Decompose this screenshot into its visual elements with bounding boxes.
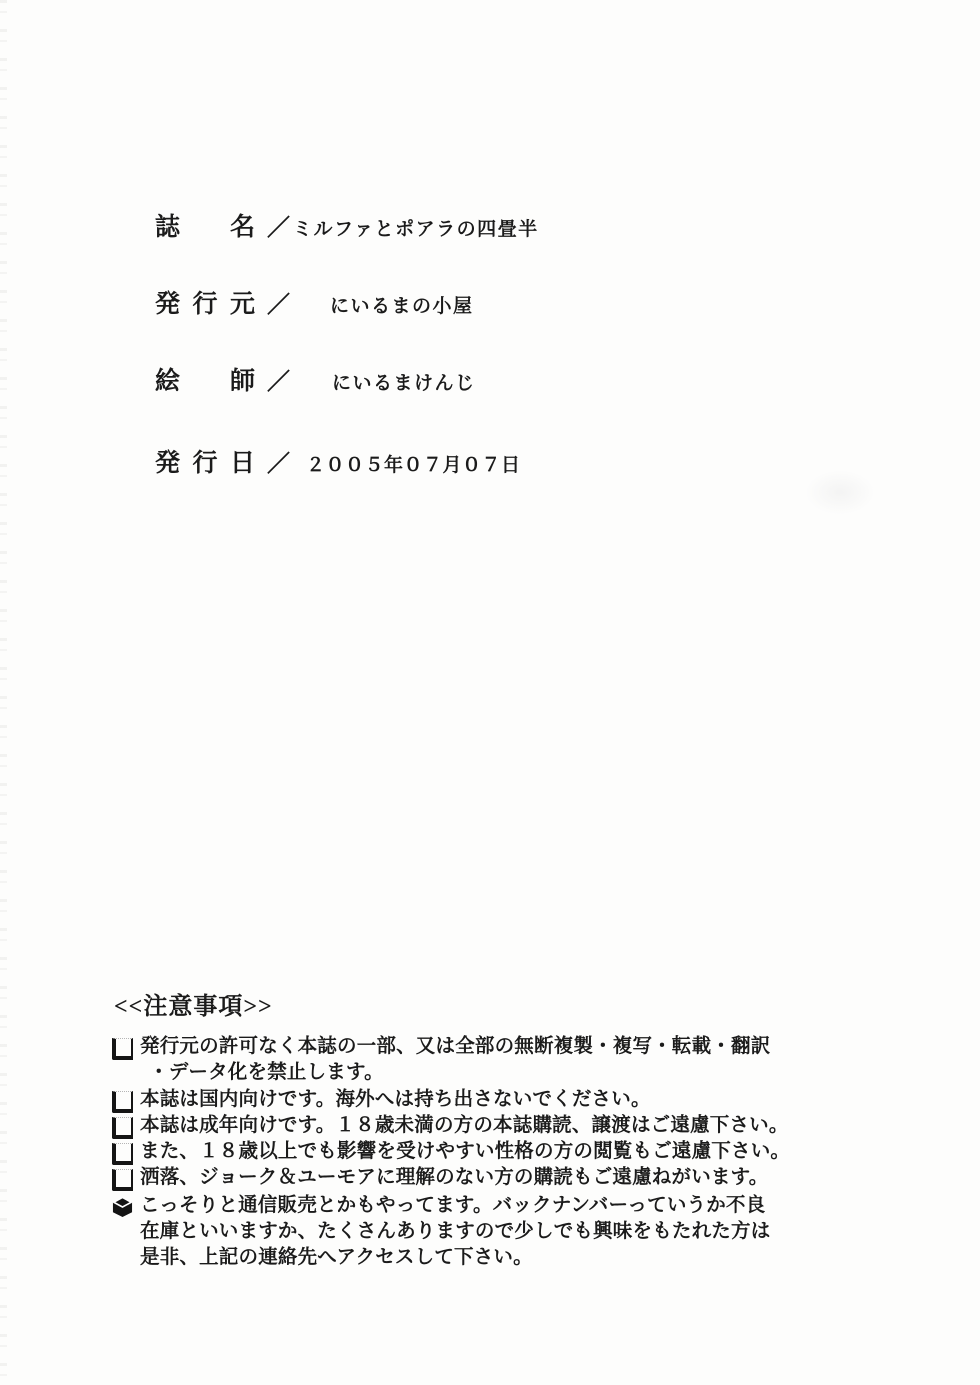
notice-item-domestic-only <box>112 1087 842 1113</box>
field-title <box>155 207 539 243</box>
open-box-icon <box>112 1087 140 1113</box>
field-publisher-label: 発行元 <box>155 290 255 318</box>
notice-text: また、１８歳以上でも影響を受けやすい性格の方の閲覧もご遠慮下さい。 <box>140 1141 791 1163</box>
field-publish-date-value: ２００５年０７月０７日 <box>306 455 521 476</box>
notice-text: 洒落、ジョーク＆ユーモアに理解のない方の購読もご遠慮ねがいます。 <box>140 1167 769 1189</box>
notice-text: 本誌は成年向けです。１８歳未満の方の本誌購読、譲渡はご遠慮下さい。 <box>140 1114 789 1136</box>
open-box-icon <box>112 1165 140 1191</box>
notice-text: 本誌は国内向けです。海外へは持ち出さないでください。 <box>140 1088 651 1110</box>
field-publish-date <box>155 443 521 479</box>
scan-smudge <box>805 470 875 515</box>
field-artist-label: 絵師 <box>155 367 255 395</box>
field-artist <box>155 361 476 397</box>
field-publisher <box>155 284 474 320</box>
notice-text: 発行元の許可なく本誌の一部、又は全部の無断複製・複写・転載・翻訳 ・データ化を禁止します。 <box>140 1036 771 1084</box>
notice-item-no-reproduction <box>112 1034 842 1087</box>
notice-item-humor-disclaimer <box>112 1165 842 1191</box>
field-publisher-value: にいるまの小屋 <box>330 296 474 317</box>
field-artist-value: にいるまけんじ <box>332 373 476 394</box>
separator-slash: ／ <box>267 368 290 394</box>
cube-icon <box>112 1192 140 1218</box>
separator-slash: ／ <box>267 291 290 317</box>
notice-item-sensitive-readers <box>112 1139 842 1165</box>
open-box-icon <box>112 1113 140 1139</box>
notice-text: こっそりと通信販売とかもやってます。バックナンバーっていうか不良 在庫といいますか、たくさんありますので少しでも興味をもたれた方は 是非、上記の連絡先へアクセスして下さい。 <box>140 1193 771 1269</box>
field-publish-date-label: 発行日 <box>155 449 255 477</box>
notices-list <box>112 1034 842 1271</box>
open-box-icon <box>112 1139 140 1165</box>
notices-heading: <<注意事項>> <box>114 994 273 1020</box>
separator-slash: ／ <box>267 214 290 240</box>
field-title-value: ミルファとポアラの四畳半 <box>293 219 539 240</box>
notice-item-mail-order <box>112 1192 842 1271</box>
field-title-label: 誌名 <box>155 213 255 241</box>
open-box-icon <box>112 1034 140 1060</box>
notice-item-adults-only <box>112 1113 842 1139</box>
separator-slash: ／ <box>267 450 290 476</box>
